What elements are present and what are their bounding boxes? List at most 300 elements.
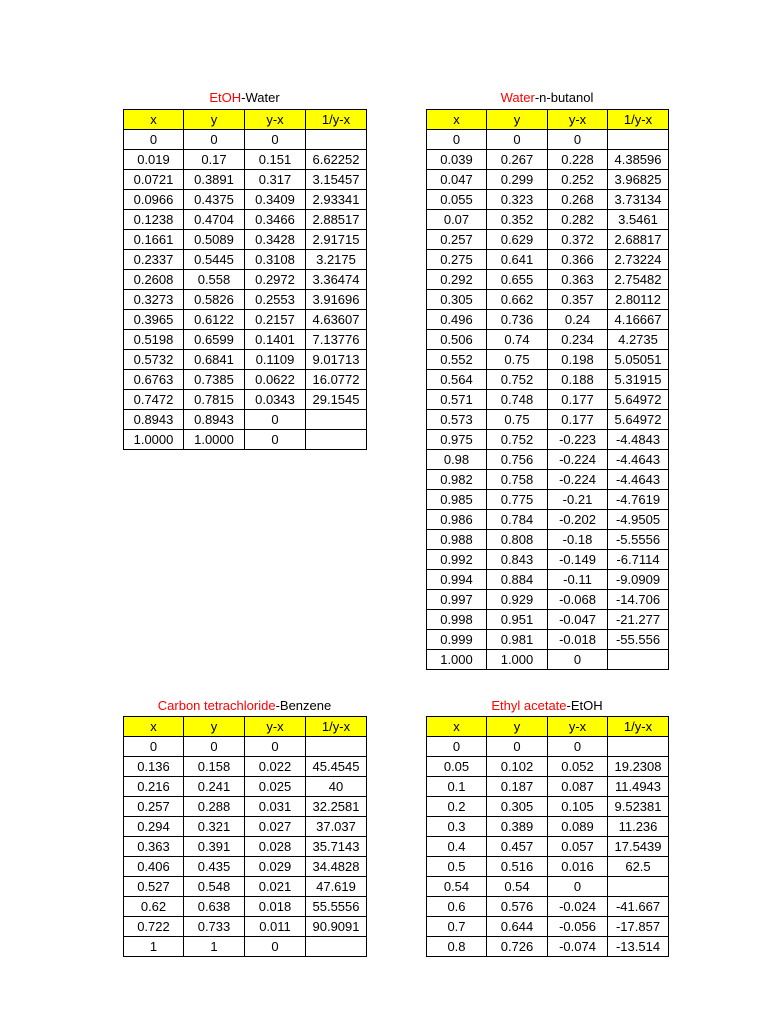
table-cell: 0.391 [184, 837, 245, 857]
table-block-etoh-water [123, 90, 366, 450]
table-cell: 0.305 [487, 797, 548, 817]
table-cell: 4.2735 [608, 330, 669, 350]
table-cell: 90.9091 [306, 917, 367, 937]
header-row [427, 717, 669, 737]
table-row [427, 757, 669, 777]
table-row [427, 837, 669, 857]
header-row [124, 110, 367, 130]
table-row [124, 350, 367, 370]
table-cell: 0.929 [487, 590, 548, 610]
table-row [427, 230, 669, 250]
table-cell: 0.2337 [124, 250, 184, 270]
table-cell: 0.997 [427, 590, 487, 610]
table-cell: 0.016 [548, 857, 608, 877]
table-row [124, 310, 367, 330]
table-cell: 0.975 [427, 430, 487, 450]
table-cell: -0.068 [548, 590, 608, 610]
table-cell: 0 [548, 130, 608, 150]
table-cell: 0.756 [487, 450, 548, 470]
table-cell: 0.2608 [124, 270, 184, 290]
table-cell: 0.389 [487, 817, 548, 837]
table-cell: 0.027 [245, 817, 306, 837]
table-row [427, 650, 669, 670]
table-cell [306, 130, 367, 150]
table-cell: 0.726 [487, 937, 548, 957]
table-title [426, 90, 668, 106]
table-cell: 0.3 [427, 817, 487, 837]
title-component-b: -EtOH [566, 698, 603, 713]
table-cell: 0.573 [427, 410, 487, 430]
table-cell: 0 [245, 430, 306, 450]
table-cell: 0.8 [427, 937, 487, 957]
table-cell: -4.9505 [608, 510, 669, 530]
table-row [124, 757, 367, 777]
table-row [427, 777, 669, 797]
column-header: y-x [245, 717, 306, 737]
table-cell: -13.514 [608, 937, 669, 957]
table-row [427, 250, 669, 270]
table-cell: 3.15457 [306, 170, 367, 190]
column-header: 1/y-x [306, 717, 367, 737]
table-cell: 0.758 [487, 470, 548, 490]
table-cell: 0.1 [427, 777, 487, 797]
table-cell: 2.75482 [608, 270, 669, 290]
column-header: 1/y-x [608, 717, 669, 737]
table-cell: 2.68817 [608, 230, 669, 250]
table-cell: -4.7619 [608, 490, 669, 510]
table-cell: 0.05 [427, 757, 487, 777]
table-cell: 0 [124, 737, 184, 757]
table-cell: 0.158 [184, 757, 245, 777]
table-cell: 0.644 [487, 917, 548, 937]
table-cell: 0.7472 [124, 390, 184, 410]
table-cell: 0.136 [124, 757, 184, 777]
column-header: y [184, 717, 245, 737]
table-cell: 0.2157 [245, 310, 306, 330]
table-cell: 0 [245, 410, 306, 430]
table-cell: 0.17 [184, 150, 245, 170]
table-cell: 3.96825 [608, 170, 669, 190]
column-header: y [184, 110, 245, 130]
table-cell: 0.321 [184, 817, 245, 837]
table-cell: 0.406 [124, 857, 184, 877]
table-cell: 0.884 [487, 570, 548, 590]
table-row [124, 150, 367, 170]
table-cell: 0.5445 [184, 250, 245, 270]
table-row [427, 550, 669, 570]
table-cell: 0.775 [487, 490, 548, 510]
table-block-ethyl-acetate-etoh [426, 698, 668, 958]
table-row [124, 777, 367, 797]
table-cell: 0.025 [245, 777, 306, 797]
table-cell: 0.5826 [184, 290, 245, 310]
table-cell: 0.8943 [184, 410, 245, 430]
table-row [427, 630, 669, 650]
table-cell: 0.151 [245, 150, 306, 170]
title-component-a: EtOH [209, 90, 242, 105]
table-cell: 5.05051 [608, 350, 669, 370]
column-header: y [487, 110, 548, 130]
title-component-a: Water [500, 90, 535, 105]
data-table [123, 716, 367, 957]
table-cell: 0.4 [427, 837, 487, 857]
table-cell: 2.91715 [306, 230, 367, 250]
table-cell: 0.6599 [184, 330, 245, 350]
table-cell: 0.187 [487, 777, 548, 797]
table-row [427, 390, 669, 410]
table-cell: 0.558 [184, 270, 245, 290]
table-cell: 0.257 [124, 797, 184, 817]
table-cell: 0.3466 [245, 210, 306, 230]
table-cell: 0.268 [548, 190, 608, 210]
column-header: x [124, 717, 184, 737]
table-cell: 0.527 [124, 877, 184, 897]
table-cell: 0.021 [245, 877, 306, 897]
table-cell: 0.981 [487, 630, 548, 650]
table-row [427, 490, 669, 510]
table-cell: 0.177 [548, 390, 608, 410]
table-cell: 0.571 [427, 390, 487, 410]
table-cell: 0.951 [487, 610, 548, 630]
data-table [426, 716, 669, 957]
table-row [124, 130, 367, 150]
table-cell: 5.31915 [608, 370, 669, 390]
table-cell: 0.808 [487, 530, 548, 550]
table-cell: 0.0721 [124, 170, 184, 190]
column-header: 1/y-x [306, 110, 367, 130]
table-cell: 0.1401 [245, 330, 306, 350]
table-cell: 0 [184, 737, 245, 757]
table-cell: 0.011 [245, 917, 306, 937]
table-cell: 0.3891 [184, 170, 245, 190]
table-cell: 0.022 [245, 757, 306, 777]
table-cell: 0 [245, 937, 306, 957]
data-table [123, 109, 367, 450]
table-cell: 0.988 [427, 530, 487, 550]
table-cell: 0.3409 [245, 190, 306, 210]
table-cell: 0.029 [245, 857, 306, 877]
table-cell: 2.73224 [608, 250, 669, 270]
column-header: y-x [245, 110, 306, 130]
table-cell: -0.047 [548, 610, 608, 630]
table-row [427, 937, 669, 957]
table-cell: 0.299 [487, 170, 548, 190]
table-cell: 0.994 [427, 570, 487, 590]
table-cell: 0.457 [487, 837, 548, 857]
table-cell: 1 [124, 937, 184, 957]
table-row [124, 877, 367, 897]
table-cell: 0.98 [427, 450, 487, 470]
table-cell: 16.0772 [306, 370, 367, 390]
table-cell: 0.323 [487, 190, 548, 210]
table-row [124, 817, 367, 837]
table-row [427, 310, 669, 330]
table-row [427, 410, 669, 430]
table-cell: 3.2175 [306, 250, 367, 270]
table-row [427, 450, 669, 470]
table-cell: 0.216 [124, 777, 184, 797]
table-cell: 17.5439 [608, 837, 669, 857]
table-cell: 0.292 [427, 270, 487, 290]
table-cell: 0.057 [548, 837, 608, 857]
table-cell: 0.252 [548, 170, 608, 190]
table-cell: 0.1238 [124, 210, 184, 230]
table-row [124, 370, 367, 390]
table-cell: 0.6 [427, 897, 487, 917]
table-cell: 0.24 [548, 310, 608, 330]
table-cell: 0.0343 [245, 390, 306, 410]
table-cell: 0.6763 [124, 370, 184, 390]
table-cell: 62.5 [608, 857, 669, 877]
table-cell: 0.5732 [124, 350, 184, 370]
table-cell: 0.177 [548, 410, 608, 430]
table-cell: 2.88517 [306, 210, 367, 230]
table-cell: 0.998 [427, 610, 487, 630]
table-cell: 32.2581 [306, 797, 367, 817]
table-cell: -0.224 [548, 470, 608, 490]
table-cell: -55.556 [608, 630, 669, 650]
table-cell: 3.36474 [306, 270, 367, 290]
table-cell: 0.784 [487, 510, 548, 530]
table-cell: 1.0000 [124, 430, 184, 450]
table-row [427, 570, 669, 590]
table-cell: -0.224 [548, 450, 608, 470]
data-table [426, 109, 669, 670]
table-cell: 0.241 [184, 777, 245, 797]
table-cell: 4.38596 [608, 150, 669, 170]
table-cell: 0.275 [427, 250, 487, 270]
table-cell: 0.3273 [124, 290, 184, 310]
table-cell [306, 410, 367, 430]
table-cell: 0.564 [427, 370, 487, 390]
table-cell: 0 [184, 130, 245, 150]
table-row [124, 210, 367, 230]
table-cell: 0.366 [548, 250, 608, 270]
table-cell: 0.992 [427, 550, 487, 570]
table-row [427, 370, 669, 390]
table-cell: 9.01713 [306, 350, 367, 370]
table-cell: 0.516 [487, 857, 548, 877]
header-row [124, 717, 367, 737]
table-cell: 0.999 [427, 630, 487, 650]
table-row [124, 190, 367, 210]
table-row [427, 130, 669, 150]
table-row [427, 470, 669, 490]
table-cell: 55.5556 [306, 897, 367, 917]
table-cell: 0.6841 [184, 350, 245, 370]
table-cell: 40 [306, 777, 367, 797]
table-row [124, 290, 367, 310]
table-cell: -0.202 [548, 510, 608, 530]
table-cell: 0.985 [427, 490, 487, 510]
table-cell: 6.62252 [306, 150, 367, 170]
table-cell: 0.363 [548, 270, 608, 290]
table-cell [306, 737, 367, 757]
table-row [427, 797, 669, 817]
table-cell: 4.63607 [306, 310, 367, 330]
table-cell: 0.055 [427, 190, 487, 210]
table-cell: 0.548 [184, 877, 245, 897]
table-cell: 0.6122 [184, 310, 245, 330]
table-cell [608, 130, 669, 150]
table-cell: 5.64972 [608, 410, 669, 430]
table-cell: 47.619 [306, 877, 367, 897]
table-row [427, 170, 669, 190]
table-cell: 0.54 [427, 877, 487, 897]
table-cell: 0.54 [487, 877, 548, 897]
table-cell: -4.4843 [608, 430, 669, 450]
table-cell: 7.13776 [306, 330, 367, 350]
table-cell: -0.074 [548, 937, 608, 957]
column-header: x [124, 110, 184, 130]
table-cell: 3.91696 [306, 290, 367, 310]
table-cell: 0.089 [548, 817, 608, 837]
table-cell: 45.4545 [306, 757, 367, 777]
table-cell: 0.357 [548, 290, 608, 310]
table-cell: 0.752 [487, 430, 548, 450]
table-cell: -6.7114 [608, 550, 669, 570]
table-cell: 9.52381 [608, 797, 669, 817]
column-header: x [427, 717, 487, 737]
table-cell [608, 877, 669, 897]
table-cell: 0.039 [427, 150, 487, 170]
table-row [124, 837, 367, 857]
table-cell: 0.047 [427, 170, 487, 190]
table-row [124, 797, 367, 817]
table-cell: 0.629 [487, 230, 548, 250]
table-cell: 0.5 [427, 857, 487, 877]
table-row [427, 590, 669, 610]
table-row [427, 510, 669, 530]
table-row [427, 610, 669, 630]
table-cell: -41.667 [608, 897, 669, 917]
table-block-water-n-butanol [426, 90, 668, 670]
table-cell: 0.3428 [245, 230, 306, 250]
table-cell: 0.982 [427, 470, 487, 490]
table-cell: 0.843 [487, 550, 548, 570]
table-cell: 0.363 [124, 837, 184, 857]
table-cell: 0 [548, 877, 608, 897]
table-row [427, 330, 669, 350]
table-cell: 0.662 [487, 290, 548, 310]
table-cell: 0.028 [245, 837, 306, 857]
table-cell: 0 [427, 130, 487, 150]
table-row [124, 917, 367, 937]
table-cell: 0.74 [487, 330, 548, 350]
table-cell: 2.80112 [608, 290, 669, 310]
table-cell: 0.4375 [184, 190, 245, 210]
table-cell: 0.031 [245, 797, 306, 817]
table-cell: 2.93341 [306, 190, 367, 210]
table-cell: 0.655 [487, 270, 548, 290]
table-row [427, 857, 669, 877]
table-cell: -0.018 [548, 630, 608, 650]
table-cell: 0.7815 [184, 390, 245, 410]
table-title [426, 698, 668, 714]
table-cell: 0 [427, 737, 487, 757]
table-cell: -14.706 [608, 590, 669, 610]
table-cell: 0 [124, 130, 184, 150]
table-cell: 0.722 [124, 917, 184, 937]
table-cell: -0.11 [548, 570, 608, 590]
table-cell: -9.0909 [608, 570, 669, 590]
table-cell [306, 937, 367, 957]
table-cell: 0.305 [427, 290, 487, 310]
title-component-a: Ethyl acetate [491, 698, 567, 713]
table-cell: 0.0622 [245, 370, 306, 390]
table-row [427, 530, 669, 550]
table-cell: 0 [245, 130, 306, 150]
table-row [124, 250, 367, 270]
table-row [427, 877, 669, 897]
table-cell: 29.1545 [306, 390, 367, 410]
table-cell: 0.435 [184, 857, 245, 877]
table-row [427, 897, 669, 917]
table-cell: 0.986 [427, 510, 487, 530]
title-component-b: -Water [241, 90, 280, 105]
table-row [427, 150, 669, 170]
table-cell: 11.4943 [608, 777, 669, 797]
table-cell: 0.07 [427, 210, 487, 230]
table-cell: 0.4704 [184, 210, 245, 230]
table-title [123, 698, 366, 714]
table-cell: 3.5461 [608, 210, 669, 230]
table-cell: 0.018 [245, 897, 306, 917]
table-cell: 0.0966 [124, 190, 184, 210]
table-cell: 4.16667 [608, 310, 669, 330]
table-cell: 5.64972 [608, 390, 669, 410]
table-cell: 0.62 [124, 897, 184, 917]
table-cell: 37.037 [306, 817, 367, 837]
table-row [427, 817, 669, 837]
table-cell: 0 [487, 130, 548, 150]
table-row [124, 430, 367, 450]
table-cell: 0.105 [548, 797, 608, 817]
table-cell [306, 430, 367, 450]
table-cell: 0.2553 [245, 290, 306, 310]
table-cell: 0 [487, 737, 548, 757]
table-row [124, 270, 367, 290]
table-cell: 1.0000 [184, 430, 245, 450]
table-cell: 0.2 [427, 797, 487, 817]
table-cell: 0.506 [427, 330, 487, 350]
table-cell: 0.5089 [184, 230, 245, 250]
table-cell: 0.641 [487, 250, 548, 270]
table-cell: 0.288 [184, 797, 245, 817]
column-header: y-x [548, 110, 608, 130]
table-cell: 0.198 [548, 350, 608, 370]
table-cell: 0.3965 [124, 310, 184, 330]
table-row [124, 330, 367, 350]
table-cell: -0.21 [548, 490, 608, 510]
title-component-a: Carbon tetrachloride [157, 698, 276, 713]
table-cell: 0 [245, 737, 306, 757]
column-header: y-x [548, 717, 608, 737]
table-cell: 0.1109 [245, 350, 306, 370]
title-component-b: -Benzene [275, 698, 332, 713]
table-cell: -21.277 [608, 610, 669, 630]
table-cell: 1 [184, 937, 245, 957]
table-cell: 0.576 [487, 897, 548, 917]
table-cell: 11.236 [608, 817, 669, 837]
table-cell: 0.102 [487, 757, 548, 777]
table-cell [608, 650, 669, 670]
table-cell: 19.2308 [608, 757, 669, 777]
table-cell: 3.73134 [608, 190, 669, 210]
table-cell: 0.2972 [245, 270, 306, 290]
table-cell: 0.257 [427, 230, 487, 250]
table-cell: 0.7385 [184, 370, 245, 390]
